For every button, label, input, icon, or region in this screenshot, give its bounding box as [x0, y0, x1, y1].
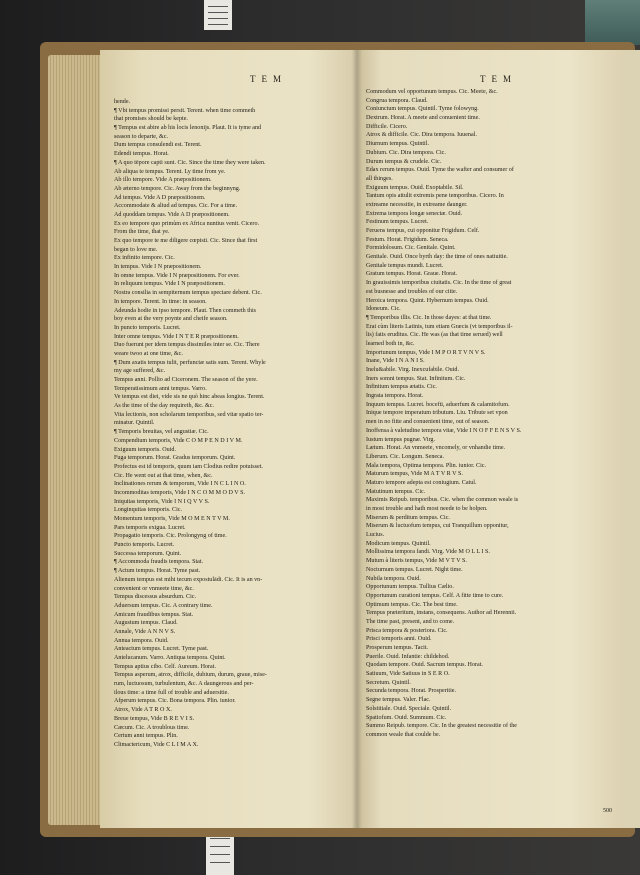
text-line: Ad quoddam tempus. Vide A D præpositionem. — [114, 211, 230, 218]
text-line: Tempus aptius cibo. Celf. Aureum. Horat. — [114, 663, 216, 670]
text-line: Atrox, Vide A T R O X. — [114, 707, 172, 714]
text-line: all thinges. — [366, 175, 393, 182]
text-line: Vita lectionis, non scholarum temporibus, sed vitæ spatio ter- — [114, 411, 264, 418]
text-line: Edendi tempus. Horat. — [114, 151, 169, 158]
text-line: Pars temporis exigua. Lucret. — [114, 524, 186, 531]
book-page — [100, 50, 622, 828]
text-line: Secretum. Quintil. — [366, 679, 411, 686]
text-line: ¶ Vbi tempus promissi persit. Terent. when time commeth — [114, 107, 256, 114]
text-line: Dubium. Cic. Dira tempora. Cic. — [366, 149, 446, 156]
measuring-ruler-top — [204, 0, 232, 30]
text-line: Summo Reipub. tempore. Cic. In the greatest necessitie of the — [366, 723, 517, 730]
text-line: Exiguum temporis. Ouid. — [114, 446, 176, 453]
text-line: Inclinationes rerum & temporum, Vide I N C L I N O. — [114, 481, 246, 488]
text-line: As the time of the day requireth, &c. &c. — [114, 403, 215, 410]
text-line: Ab aliqua te tempus. Terent. Ly time from ye. — [114, 168, 226, 175]
text-line: est busnesse and troubles of our citie. — [366, 288, 458, 295]
text-line: Iniquitas temporis, Vide I N I Q V V S. — [114, 498, 210, 505]
text-line: Successa temporum. Quint. — [114, 550, 182, 557]
book-strap — [585, 0, 640, 45]
text-line: Incommoditas temporis, Vide I N C O M M O D V S. — [114, 489, 245, 496]
text-line: Ex eo tempore quo primùm ex Africa nuntius venit. Cicero. — [114, 220, 260, 227]
right-column — [366, 88, 611, 740]
text-line: Opportunum curationi tempus. Celf. A fitte time to cure. — [366, 592, 504, 599]
text-line: common weale that coulde be. — [366, 731, 441, 738]
text-line: began to love me. — [114, 246, 158, 253]
text-line: Iustum tempus pugnæ. Virg. — [366, 436, 435, 443]
text-line: hende. — [114, 99, 131, 105]
text-line: Annua tempora. Ouid. — [114, 637, 169, 644]
text-line: Compendium temporis, Vide C O M P E N D I V M. — [114, 437, 243, 444]
text-line: Idoneum. Cic. — [366, 306, 401, 313]
text-line: Ad tempus. Vide A D præpositionem. — [114, 194, 206, 201]
text-line: Genitale. Ouid. Once byrth day: the time of ones natiuitie. — [366, 254, 508, 261]
text-line: Accommodate & aliud ad tempus. Cic. For a time. — [114, 203, 238, 210]
text-line: minatur. Quintil. — [114, 420, 155, 427]
text-line: Tantum opis attulit extremis pene temporibus. Cicero. In — [366, 193, 504, 200]
text-line: in most trouble and hath most neede to be holpen. — [366, 506, 488, 512]
text-line: Inique tempore imperatum tributum. Liu. Tribute set vpon — [366, 410, 508, 417]
text-line: Cæcum. Cic. A troublous time. — [114, 724, 190, 731]
text-line: Longinquitas temporis. Cic. — [114, 507, 183, 514]
text-line: ¶ Temporis breuitas, vel angustiæ. Cic. — [114, 429, 209, 436]
text-line: Aduersum tempus. Cic. A contrary time. — [114, 602, 213, 609]
text-line: ¶ Dum axatis tempus tulit, perfunctæ satis sum. Terent. Whyle — [114, 359, 266, 366]
text-line: In reliquum tempus. Vide I N præpositionem. — [114, 281, 225, 288]
text-line: Nocturnum tempus. Lucret. Night time. — [366, 566, 463, 573]
text-line: Ab illo tempore. Vide A præpositionem. — [114, 177, 212, 184]
text-line: Ex quo tempore te me diligere cœpisti. Cic. Since that first — [114, 238, 258, 244]
text-line: Inelu&abile. Virg. Inexcufabile. Ouid. — [366, 367, 459, 373]
text-line: Ex infinito tempore. Cic. — [114, 255, 175, 262]
text-line: men in no fitte and conuenient time, out of season. — [366, 419, 490, 426]
right-page-edge — [622, 50, 640, 828]
text-line: Difficile. Cicero. — [366, 123, 408, 130]
text-line: Durum tempus & crudele. Cic. — [366, 158, 442, 165]
text-line: Segne tempus. Valer. Flac. — [366, 697, 431, 704]
text-line: Prosperum tempus. Tacit. — [366, 645, 429, 651]
text-line: Opportunum tempus. Tullius Cælio. — [366, 584, 454, 591]
text-line: In tempore. Terent. In time: in season. — [114, 298, 207, 305]
text-line: boy even at the very poynte and cheife season. — [114, 316, 228, 323]
text-line: Prisci temporis anni. Ouid. — [366, 636, 432, 643]
text-line: The time past, present, and to come. — [366, 618, 455, 625]
text-line: Tempus anni. Pollio ad Ciceronem. The season of the yere. — [114, 377, 258, 383]
text-line: Cic. He went out at that time, when, &c. — [114, 472, 213, 479]
text-line: Edax rerum tempus. Ouid. Tyme the wafter and consumer of — [366, 167, 514, 174]
text-line: Propagatio temporis. Cic. Prolongyng of time. — [114, 533, 227, 540]
text-line: weare twoo at one time, &c. — [114, 350, 183, 357]
text-line: Importunum tempus, Vide I M P O R T V N V S. — [366, 349, 486, 356]
text-line: Mutum à literis tempus, Vide M V T V S. — [366, 558, 467, 565]
text-line: convenient or vnmeete time, &c. — [114, 585, 194, 592]
left-column — [114, 98, 354, 750]
page-edges — [48, 55, 108, 825]
page-number: 500 — [603, 808, 612, 814]
text-line: Erat cùm literis Latinis, tum etiam Græcis (vt temporibus il- — [366, 323, 513, 330]
text-line: Fuga temporum. Horat. Gradus temporum. Quint. — [114, 455, 236, 462]
text-line: Amicum fraudibus tempus. Stat. — [114, 611, 194, 618]
text-line: Iners somni tempus. Stat. Infinitum. Cic. — [366, 375, 466, 382]
text-line: Puncto temporis. Lucret. — [114, 542, 175, 549]
text-line: Commodum vel opportunum tempus. Cic. Meete, &c. — [366, 89, 498, 95]
text-line: Secunda tempora. Horat. Prosperitie. — [366, 688, 457, 695]
text-line: ¶ A quo tēpore capti sunt. Cic. Since the time they were taken. — [114, 159, 266, 166]
text-line: Inoffensa à valetudine tempora vitæ, Vide I N O F F E N S V S. — [366, 427, 522, 434]
text-line: Quodam tempore. Ouid. Sacrum tempus. Horat. — [366, 662, 483, 669]
text-line: Maturum tempus, Vide M A T V R V S. — [366, 471, 463, 478]
text-line: Congrua tempora. Claud. — [366, 97, 428, 104]
text-line: rum, luctuosum, turbulentum, &c. A daungerous and per- — [114, 681, 254, 688]
text-line: Festinum tempus. Lucret. — [366, 219, 429, 226]
text-line: Heroica tempora. Quint. Hybernum tempus. Ouid. — [366, 297, 489, 304]
text-line: Nostra consilia in sempiternum tempus spectare debent. Cic. — [114, 290, 262, 297]
text-line: Lucius. — [366, 532, 385, 539]
text-line: ¶ Tempus est abire ab his locis lenonijs. Plaut. It is tyme and — [114, 125, 262, 132]
text-line: lis) fatis eruditus. Cic. He was (as that time serued) well — [366, 332, 503, 339]
text-line: Atrox & difficile. Cic. Dira tempora. Iuuenal. — [366, 132, 477, 139]
text-line: Adeunda hodie in ipso tempore. Plaut. Then commeth this — [114, 307, 257, 314]
text-line: Tempus discessus absurdum. Cic. — [114, 594, 197, 601]
text-line: Lætum. Horat. An vnmeete, vncomely, or vnhandie time. — [366, 445, 506, 452]
text-line: Inter omne tempus. Vide I N T E R præpositionem. — [114, 333, 239, 340]
text-line: Exiguum tempus. Ouid. Exoptabile. Sil. — [366, 184, 464, 191]
text-line: Alienum tempus est mihi tecum expostulādi. Cic. It is an vn- — [114, 576, 263, 583]
text-line: Gratum tempus. Horat. Graue. Horat. — [366, 271, 458, 278]
text-line: Momentum temporis, Vide M O M E N T V M. — [114, 516, 230, 522]
text-line: Augustum tempus. Claud. — [114, 620, 178, 627]
text-line: In omne tempus. Vide I N præpositionem. For ever. — [114, 272, 240, 279]
text-line: Solstitiale. Ouid. Speciale. Quintil. — [366, 705, 452, 712]
text-line: Miserum & luctuofum tempus, cui Tranquillum opponitur, — [366, 523, 509, 530]
text-line: Puerile. Ouid. Infantie: childehod. — [366, 653, 450, 660]
text-line: season to departe, &c. — [114, 133, 168, 140]
text-line: Coniunctum tempus. Quintil. Tyme folowyng. — [366, 106, 479, 113]
text-line: that promises should be kepte. — [114, 116, 188, 123]
text-line: Antelucanum. Varro. Antiqua tempora. Quint. — [114, 655, 226, 661]
text-line: ¶ Actum tempus. Horat. Tyme past. — [114, 568, 201, 575]
running-header-left: TEM — [250, 74, 287, 84]
text-line: Modicum tempus. Quintil. — [366, 540, 431, 547]
text-line: Dum tempus consulendi est. Terent. — [114, 142, 202, 149]
text-line: Infinitum tempus ætatis. Cic. — [366, 384, 437, 391]
text-line: Prisca tempora & posteriora. Cic. — [366, 627, 448, 634]
text-line: Miserum & perditum tempus. Cic. — [366, 514, 450, 521]
text-line: In tempus. Vide I N præpositionem. — [114, 264, 202, 271]
text-line: Nubila tempora. Ouid. — [366, 575, 421, 582]
text-line: Genitale tempus mundi. Lucret. — [366, 262, 444, 269]
text-line: Diurnum tempus. Quintil. — [366, 141, 429, 148]
text-line: Mala tempora, Optima tempora. Plin. iunior. Cic. — [366, 462, 486, 469]
text-line: Spatiofum. Ouid. Summum. Cic. — [366, 714, 447, 721]
text-line: Ingrata tempora. Horat. — [366, 393, 424, 400]
text-line: Ab æterno tempore. Cic. Away from the beginnyng. — [114, 185, 241, 192]
text-line: Inane, Vide I N A N I S. — [366, 358, 425, 365]
text-line: Certum anni tempus. Plin. — [114, 733, 178, 740]
text-line: Extrema tempora longæ senectæ. Ouid. — [366, 210, 463, 217]
text-line: Climactericum, Vide C L I M A X. — [114, 741, 199, 748]
text-line: ¶ Temporibus illis. Cic. In those dayes: at that time. — [366, 314, 492, 321]
text-line: Optimum tempus. Cic. The best time. — [366, 601, 458, 608]
text-line: extreame necessitie, in extreame daunger. — [366, 201, 468, 208]
text-line: Profectus est id temporis, quum iam Clodius redire potuisset. — [114, 463, 263, 470]
text-line: my age suffered, &c. — [114, 368, 166, 375]
text-line: Tempus præteritum, instans, consequens. Author ad Herennii. — [366, 610, 517, 617]
text-line: Festum. Horat. Frigidum. Seneca. — [366, 236, 449, 243]
text-line: Satiuum, Vide Satiuus in S E R O. — [366, 671, 450, 678]
text-line: Tempus asperum, atrox, difficile, dubium, durum, graue, mise- — [114, 672, 267, 679]
text-line: Mollissima tempora fandi. Virg. Vide M O L L I S. — [366, 549, 490, 556]
text-line: Annale, Vide A N N V S. — [114, 628, 176, 635]
text-line: Maximis Reipub. temporibus. Cic. when the common weale is — [366, 497, 519, 504]
text-line: From the time, that ye. — [114, 229, 170, 236]
text-line: learned both in, &c. — [366, 340, 415, 347]
text-line: Maturo tempore adepta est coniugium. Catul. — [366, 479, 477, 486]
text-line: ilous time: a time full of trouble and aduersitie. — [114, 689, 229, 696]
text-line: Breue tempus, Vide B R E V I S. — [114, 715, 195, 722]
text-line: Ve tempus est diei, vide sis ne quò hinc abeas longius. Terent. — [114, 394, 265, 401]
text-line: Afperum tempus. Cic. Bona tempora. Plin. iunior. — [114, 698, 236, 705]
text-line: Matutinum tempus. Cic. — [366, 488, 426, 495]
text-line: Feruens tempus, cui opponitur Frigidum. Celf. — [366, 228, 480, 234]
text-line: In puncto temporis. Lucret. — [114, 324, 181, 331]
text-line: Liberum. Cic. Longum. Seneca. — [366, 453, 445, 460]
text-line: In grauissimis temporibus ciuitatis. Cic. In the time of great — [366, 280, 512, 287]
text-line: ¶ Accommoda fraudis tempora. Stat. — [114, 559, 204, 566]
text-line: Anteactum tempus. Lucret. Tyme past. — [114, 646, 209, 653]
text-line: Dextrum. Horat. A meete and conuenient time. — [366, 115, 480, 122]
text-line: Inquum tempus. Lucret. bocefti, aduerfum & calamitofum. — [366, 401, 510, 408]
text-line: Formidolosum. Cic. Genitale. Quint. — [366, 245, 456, 252]
text-line: Temperatissimum anni tempus. Varro. — [114, 385, 207, 392]
text-line: Duo fuerunt per idem tempus dissimiles inter se. Cic. There — [114, 342, 260, 349]
running-header-right: TEM — [480, 74, 517, 84]
